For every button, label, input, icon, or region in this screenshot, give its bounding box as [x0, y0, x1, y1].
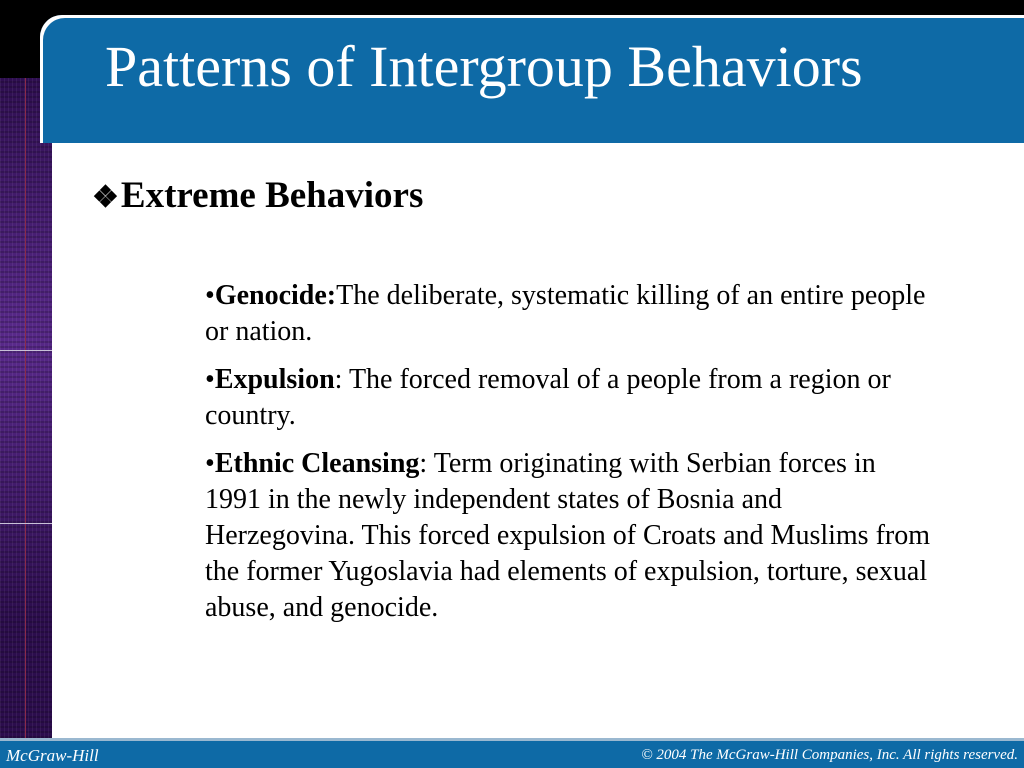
- bullet-marker: •: [205, 280, 215, 311]
- copyright-notice: © 2004 The McGraw-Hill Companies, Inc. All rights reserved.: [641, 747, 1018, 763]
- bullet-text: : The forced removal of a people from a region or country.: [205, 364, 891, 431]
- strip-divider-line: [0, 350, 52, 351]
- bullet-item-ethnic-cleansing: [205, 446, 935, 626]
- left-decorative-strip: [0, 78, 52, 738]
- bullet-text: The deliberate, systematic killing of an entire people or nation.: [205, 280, 926, 347]
- bullet-marker: •: [205, 364, 215, 395]
- strip-divider-line: [0, 523, 52, 524]
- bullet-term: Ethnic Cleansing: [214, 448, 420, 479]
- bullet-text: : Term originating with Serbian forces in 1991 in the newly independent states of Bosnia and Herzegovina. This forced expulsion of Croats and Muslims from the former Yugoslavia had elements of expulsion, torture, sexual abuse, and genocide.: [205, 448, 931, 623]
- diamond-bullet-icon: ❖: [92, 181, 119, 214]
- bullet-item-genocide: [205, 278, 935, 350]
- footer-bar: [0, 738, 1024, 768]
- bullet-list: [205, 278, 935, 638]
- strip-vertical-line: [25, 78, 26, 738]
- section-heading-text: Extreme Behaviors: [120, 175, 424, 216]
- bullet-marker: •: [205, 448, 215, 479]
- bullet-term: Expulsion: [214, 364, 335, 395]
- section-heading: [92, 176, 423, 217]
- bullet-item-expulsion: [205, 362, 935, 434]
- publisher-name: McGraw-Hill: [6, 746, 99, 765]
- slide-title: Patterns of Intergroup Behaviors: [105, 34, 863, 99]
- bullet-term: Genocide:: [214, 280, 337, 311]
